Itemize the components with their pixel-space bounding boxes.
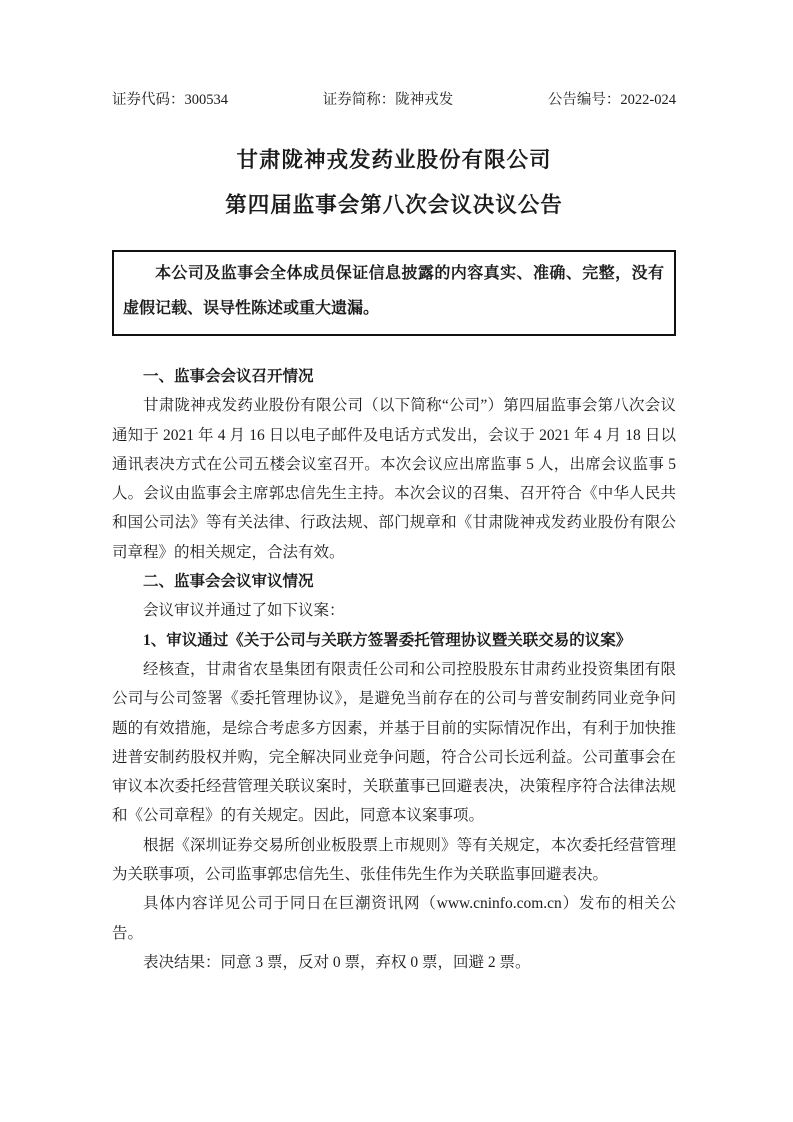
- disclaimer-text: 本公司及监事会全体成员保证信息披露的内容真实、准确、完整，没有虚假记载、误导性陈述或重大遗漏。: [123, 265, 664, 317]
- company-name-title: 甘肃陇神戎发药业股份有限公司: [236, 148, 552, 172]
- section-1-heading: 一、监事会会议召开情况: [143, 368, 314, 385]
- item-1-heading: 1、审议通过《关于公司与关联方签署委托管理协议暨关联交易的议案》: [143, 631, 632, 649]
- document-header: [112, 90, 676, 110]
- item-1-vote-result: 表决结果：同意 3 票，反对 0 票，弃权 0 票，回避 2 票。: [143, 953, 531, 971]
- item-1-paragraph-1: 经核查，甘肃省农垦集团有限责任公司和公司控股股东甘肃药业投资集团有限公司与公司签署《委托管理协议》，是避免当前存在的公司与普安制药同业竞争问题的有效措施，是综合考虑多方因素，并基于目前的实际情况作出，有利于加快推进普安制药股权并购，完全解决同业竞争问题，符合公司长远利益。公司董事会在审议本次委托经营管理关联议案时，关联董事已回避表决，决策程序符合法律法规和《公司章程》的有关规定。因此，同意本议案事项。: [112, 660, 676, 825]
- item-1-paragraph-3: 具体内容详见公司于同日在巨潮资讯网（www.cninfo.com.cn）发布的相关公告。: [112, 895, 676, 942]
- section-1-paragraph: 甘肃陇神戎发药业股份有限公司（以下简称“公司”）第四届监事会第八次会议通知于 2021 年 4 月 16 日以电子邮件及电话方式发出，会议于 2021 年 4 月 18 日以通讯表决方式在公司五楼会议室召开。本次会议应出席监事 5 人，出席会议监事 5 人。会议由监事会主席郭忠信先生主持。本次会议的召集、召开符合《中华人民共和国公司法》等有关法律、行政法规、部门规章和《甘肃陇神戎发药业股份有限公司章程》的相关规定，合法有效。: [112, 397, 676, 561]
- meeting-resolution-title: 第四届监事会第八次会议决议公告: [225, 193, 563, 217]
- section-2-heading: 二、监事会会议审议情况: [143, 573, 314, 591]
- disclaimer-box: [112, 250, 676, 336]
- announcement-number: 公告编号：2022-024: [547, 92, 676, 108]
- stock-abbreviation: 证券简称：陇神戎发: [322, 92, 454, 108]
- section-2-intro: 会议审议并通过了如下议案：: [143, 602, 345, 620]
- item-1-paragraph-2: 根据《深圳证券交易所创业板股票上市规则》等有关规定，本次委托经营管理为关联事项，公司监事郭忠信先生、张佳伟先生作为关联监事回避表决。: [112, 836, 676, 884]
- stock-code: 证券代码：300534: [112, 92, 228, 108]
- document-body: [112, 362, 676, 977]
- document-title: [112, 138, 676, 228]
